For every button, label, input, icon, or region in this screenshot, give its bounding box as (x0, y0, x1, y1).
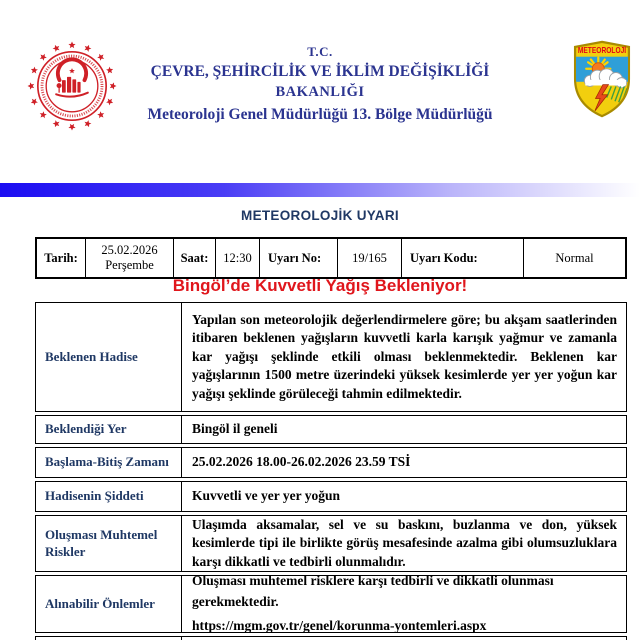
row-value: Ulaşımda aksamalar, sel ve su baskını, buzlanma ve don, yüksek kesimlerde tipi ile birlikte görüş mesafesinde azalma gibi olumsuzluklara karşı dikkatli ve tedbirli olunmalıdır. (192, 516, 617, 569)
warning-code-label: Uyarı Kodu: (401, 239, 523, 277)
table-row-precautions (35, 572, 627, 634)
row-value: Kuvvetli ve yer yer yoğun (192, 488, 340, 504)
table-row-partial (35, 636, 627, 640)
date-value-date: 25.02.2026 (101, 243, 158, 257)
row-label: Hadisenin Şiddeti (36, 482, 182, 511)
meteorology-logo-icon (572, 40, 632, 118)
row-value: Bingöl il geneli (192, 421, 278, 437)
date-value-day: Perşembe (105, 258, 154, 272)
table-row-expected-event (35, 302, 627, 412)
header-ministry-name: ÇEVRE, ŞEHİRCİLİK VE İKLİM DEĞİŞİKLİĞİ (150, 63, 490, 81)
row-label: Başlama-Bitiş Zamanı (36, 448, 182, 477)
table-row-start-end-time (35, 447, 627, 478)
header-ministry-suffix: BAKANLIĞI (275, 83, 365, 100)
warning-no-value: 19/165 (337, 239, 401, 277)
table-row-event-severity (35, 481, 627, 512)
header-directorate: Meteoroloji Genel Müdürlüğü 13. Bölge Müdürlüğü (147, 105, 493, 123)
section-title: METEOROLOJİK UYARI (241, 208, 399, 223)
row-label: Beklendiği Yer (36, 416, 182, 443)
warning-no-label: Uyarı No: (259, 239, 337, 277)
header-tc: T.C. (307, 44, 333, 59)
row-label: Oluşması Muhtemel Riskler (36, 516, 182, 571)
protection-methods-link[interactable]: https://mgm.gov.tr/genel/korunma-yontemleri.aspx (192, 618, 487, 634)
precautions-text: Oluşması muhtemel risklere karşı tedbirli ve dikkatli olunması gerekmektedir. (192, 572, 554, 609)
warning-code-value: Normal (523, 239, 625, 277)
warning-info-table (35, 237, 627, 279)
meteorology-logo-text: METEOROLOJİ (577, 46, 627, 55)
warning-detail-table (35, 302, 627, 640)
date-label: Tarih: (44, 250, 78, 265)
letterhead (120, 44, 520, 124)
date-value (85, 239, 173, 277)
row-label: Alınabilir Önlemler (36, 576, 182, 632)
row-label: Beklenen Hadise (36, 303, 182, 411)
table-row-expected-location (35, 415, 627, 444)
warning-headline: Bingöl’de Kuvvetli Yağış Bekleniyor! (172, 276, 468, 295)
row-value: 25.02.2026 18.00-26.02.2026 23.59 TSİ (192, 454, 411, 470)
table-row-possible-risks (35, 515, 627, 572)
row-value: Yapılan son meteorolojik değerlendirmelere göre; bu akşam saatlerinden itibaren beklenen yağışların kuvvetli karla karışık yağmur ve zamanla kar yağışı şeklinde etkili olması beklenmektedir. Beklenen kar yağışlarının 1500 metre üzerindeki yüksek kesimlerde yer yer yoğun kar yağışı şeklinde görüleceği tahmin edilmektedir. (192, 311, 617, 401)
time-value: 12:30 (215, 239, 259, 277)
time-label: Saat: (173, 239, 215, 277)
ministry-seal-icon (22, 36, 122, 136)
row-value (182, 572, 626, 634)
blue-gradient-divider (0, 183, 640, 197)
